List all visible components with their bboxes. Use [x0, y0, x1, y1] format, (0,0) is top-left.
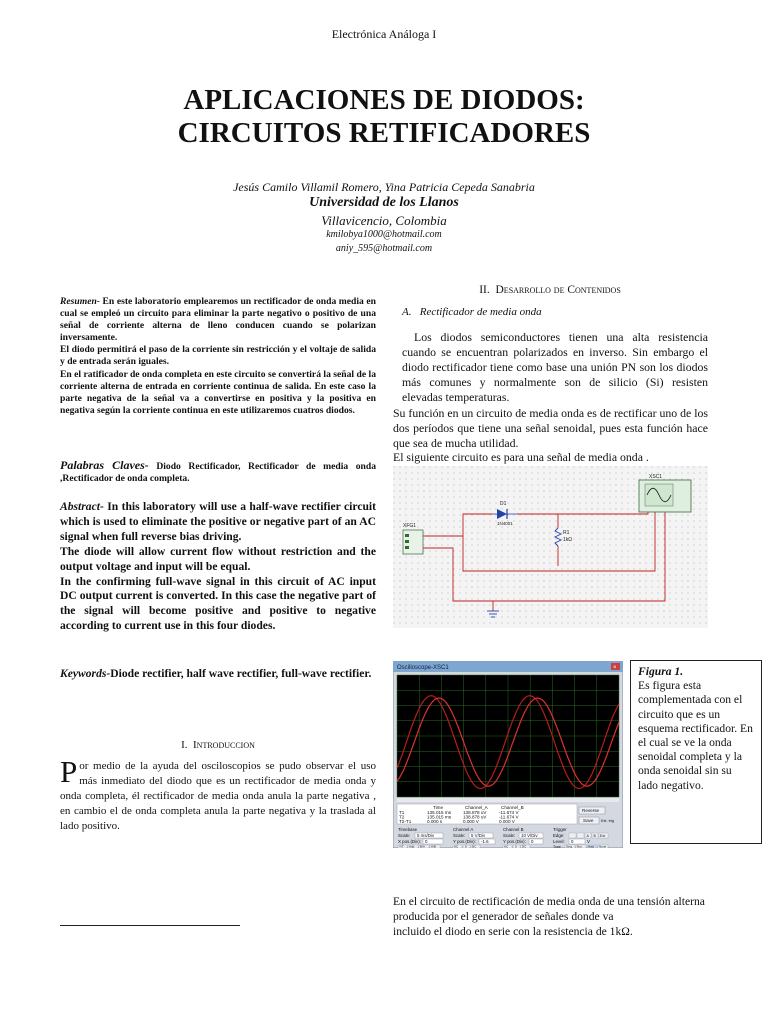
trigger-mode-label: None — [599, 844, 607, 848]
abstract-p3: In the confirming full-wave signal in this circuit of AC input DC output current is converted. In this case the negative part of the signal will become positive and positive to negative according to current use in this four diodes. — [60, 574, 376, 633]
trigger-source-a-label: A — [586, 834, 589, 838]
trigger-level-unit: V — [587, 839, 590, 844]
channel-b-mode-label: 0 — [515, 844, 517, 848]
keywords — [60, 666, 376, 681]
scope-scrollbar[interactable] — [397, 798, 619, 802]
palabras-claves-label: Palabras Claves- — [60, 458, 149, 472]
diode-ref: D1 — [500, 501, 507, 507]
oscilloscope-window — [393, 661, 623, 848]
readout-row-b: -11.674 V — [499, 810, 519, 815]
circuit-schematic — [393, 466, 708, 628]
trigger-mode-label: Sing. — [566, 844, 573, 848]
readout-row-a: 138.878 uV — [463, 814, 487, 820]
readout-row-b: -11.674 V — [499, 814, 519, 820]
paragraph-siguiente: El siguiente circuito es para una señal de media onda . — [393, 450, 649, 464]
resistor-value: 1kΩ — [563, 537, 573, 543]
channel-a-mode-label: AC — [454, 844, 459, 848]
timebase-mode-label: Add — [409, 844, 415, 848]
figure-1-text: Es figura esta complementada con el circuito que es un esquema rectificador. En el cual se ve la onda senoidal completa y la onda senoidal sin su lado negativo. — [638, 679, 753, 792]
keywords-label: Keywords- — [60, 667, 111, 680]
readout-row-a: 0.000 V — [463, 819, 479, 824]
footnote-rule — [60, 925, 240, 926]
close-icon: × — [613, 665, 617, 671]
readout-header-time: Time — [433, 805, 444, 810]
trigger-edge-label: Edge: — [553, 833, 565, 838]
section-1-title: Introduccion — [193, 739, 255, 751]
scope-block — [639, 474, 691, 512]
paper-title — [0, 84, 768, 150]
section-2-title: Desarrollo de Contenidos — [495, 284, 621, 296]
figure-1-title: Figura 1. — [638, 665, 684, 678]
channel-a-scale-label: Scale: — [453, 833, 466, 838]
abstract-p1: In this laboratory will use a half-wave rectifier circuit which is used to eliminate the positive or negative part of an AC signal when full reverse bias driving. — [60, 500, 376, 543]
resumen — [60, 296, 376, 417]
section-1-heading — [60, 739, 376, 751]
university: Universidad de los Llanos — [309, 195, 459, 210]
paragraph-bottom-line-2: incluido el diodo en serie con la resistencia de 1kΩ. — [393, 925, 633, 938]
channel-a-ypos-label: Y pos.(Div): — [453, 839, 476, 844]
section-2-heading — [392, 284, 708, 296]
section-1-number: I. — [181, 739, 188, 751]
paragraph-bottom — [393, 894, 713, 939]
running-header: Electrónica Análoga I — [331, 27, 437, 41]
readout-row-label: T2-T1 — [399, 819, 412, 824]
reverse-button-label: Reverse — [582, 808, 600, 813]
abstract — [60, 500, 376, 634]
channel-b-ypos-value: 0 — [531, 839, 534, 844]
trigger-source-ext-label: Ext — [600, 834, 606, 838]
abstract-label: Abstract- — [60, 500, 104, 513]
resumen-p1: En este laboratorio emplearemos un rectificador de onda media en cual se empleó un circuito para eliminar la parte negativo o positivo de una señal de corriente alterna de lleno conducen cuando se polarizan inversamente. — [60, 296, 376, 344]
resumen-p3: En el ratificador de onda completa en este circuito se convertirá la señal de la corriente alterna de entrada en corriente continua de salida. En este caso la parte negativa de la señal va a convertirse en positiva y la positiva en negativa según la corriente continua en este utilizaremos cuatros diodos. — [60, 368, 376, 416]
trigger-edge-falling[interactable] — [577, 833, 584, 838]
paper-title-line-1: APLICACIONES DE DIODOS: — [183, 84, 585, 116]
timebase-mode-label: Y/T — [399, 844, 404, 848]
subsection-a-heading: A. Rectificador de media onda — [402, 306, 542, 318]
readout-row-b: 0.000 V — [499, 819, 515, 824]
palabras-claves — [60, 459, 376, 485]
trigger-source-b-label: B — [593, 834, 596, 838]
trigger-level-value: 0 — [571, 839, 574, 844]
channel-a-label: Channel A — [453, 827, 474, 832]
readout-header-a: Channel_A — [465, 805, 488, 810]
channel-a-mode-label: 0 — [465, 844, 467, 848]
channel-b-scale-label: Scale: — [503, 833, 516, 838]
section-2-number: II. — [479, 284, 490, 296]
resumen-p2: El diodo permitirá el paso de la corriente sin restricción y el voltaje de salida y de entrada serán iguales. — [60, 344, 376, 368]
figure-1-caption — [630, 660, 762, 844]
ext-trigger-label: Ext. trig — [601, 819, 614, 823]
trigger-mode-label: Auto — [588, 844, 595, 848]
timebase-scale-value: 5 ms/Div — [417, 833, 435, 838]
timebase-label: Timebase — [398, 827, 418, 832]
readout-row-a: 138.878 uV — [463, 810, 487, 815]
channel-b-ypos-label: Y pos.(Div): — [503, 839, 526, 844]
readout-header-b: Channel_B — [501, 805, 524, 810]
palabras-claves-text: Diodo Rectificador, Rectificador de media onda ,Rectificador de onda completa. — [60, 461, 376, 484]
timebase-mode-label: A/B — [431, 844, 436, 848]
diode-part: 1N4001 — [497, 521, 513, 526]
trigger-edge-rising[interactable] — [569, 833, 576, 838]
resistor-ref: R1 — [563, 530, 570, 536]
timebase-mode-label: B/A — [420, 844, 425, 848]
channel-a-mode-label: DC — [472, 844, 477, 848]
save-button-label: Save — [583, 818, 594, 823]
drop-cap: P — [60, 754, 78, 789]
abstract-p2: The diode will allow current flow without restriction and the output voltage and input will be equal. — [60, 544, 376, 573]
channel-b-mode-label: AC — [504, 844, 509, 848]
email-2: aniy_595@hotmail.com — [335, 243, 433, 254]
trigger-mode-label: Nor. — [577, 844, 583, 848]
scope-block-label: XSC1 — [649, 474, 663, 480]
timebase-xpos-value: 0 — [425, 839, 428, 844]
trigger-label: Trigger — [553, 827, 567, 832]
channel-a-ypos-value: -1.6 — [481, 839, 489, 844]
readout-row-label: T1 — [399, 810, 405, 815]
channel-b-mode-label: DC — [522, 844, 527, 848]
city: Villavicencio, Colombia — [321, 213, 447, 228]
scope-window-title: Oscilloscope-XSC1 — [397, 665, 449, 671]
section-1-text: or medio de la ayuda del osciloscopios se pudo observar el uso más inmediato del diodo que es un rectificador de media onda y onda completa, él rectificador de media onda anula la parte negativa , en cambio el de onda completa anula la parte negativa y la traslada al lado positivo. — [60, 760, 376, 832]
readout-row-label: T2 — [399, 814, 405, 820]
email-1: kmilobya1000@hotmail.com — [326, 229, 442, 240]
generator-label: XFG1 — [403, 523, 417, 529]
section-1-body — [60, 754, 376, 834]
authors: Jesús Camilo Villamil Romero, Yina Patricia Cepeda Sanabria — [233, 180, 535, 194]
trigger-type-label: Type — [553, 845, 561, 848]
channel-b-label: Channel B — [503, 827, 524, 832]
scope-readout — [397, 804, 577, 824]
channel-b-scale-value: 10 V/Div — [521, 833, 538, 838]
resumen-label: Resumen- — [60, 296, 100, 307]
paper-title-line-2: CIRCUITOS RETIFICADORES — [177, 117, 591, 149]
readout-row-time: 135.015 ms — [427, 814, 452, 820]
paragraph-diodos: Los diodos semiconductores tienen una alta resistencia cuando se encuentran polarizados en inverso. Sin embargo el diodo rectificador tiene como base una unión PN son los diodos más comunes y normalmente son de silicio (Si) resisten elevadas temperaturas. — [402, 330, 708, 404]
keywords-text: Diode rectifier, half wave rectifier, full-wave rectifier. — [110, 667, 372, 680]
paragraph-funcion: Su función en un circuito de media onda es de rectificar uno de los dos períodos que tiene una señal senoidal, pues esta función hace que sea de mucha utilidad. — [393, 406, 708, 450]
channel-a-scale-value: 5 V/Div — [471, 833, 486, 838]
trigger-level-label: Level: — [553, 839, 565, 844]
timebase-xpos-label: X pos.(Div): — [398, 839, 421, 844]
readout-row-time: 135.015 ms — [427, 810, 452, 815]
paragraph-bottom-line-1: En el circuito de rectificación de media onda de una tensión alterna producida por el generador de señales donde va — [393, 895, 705, 923]
timebase-scale-label: Scale: — [398, 833, 411, 838]
readout-row-time: 0.000 s — [427, 819, 443, 824]
